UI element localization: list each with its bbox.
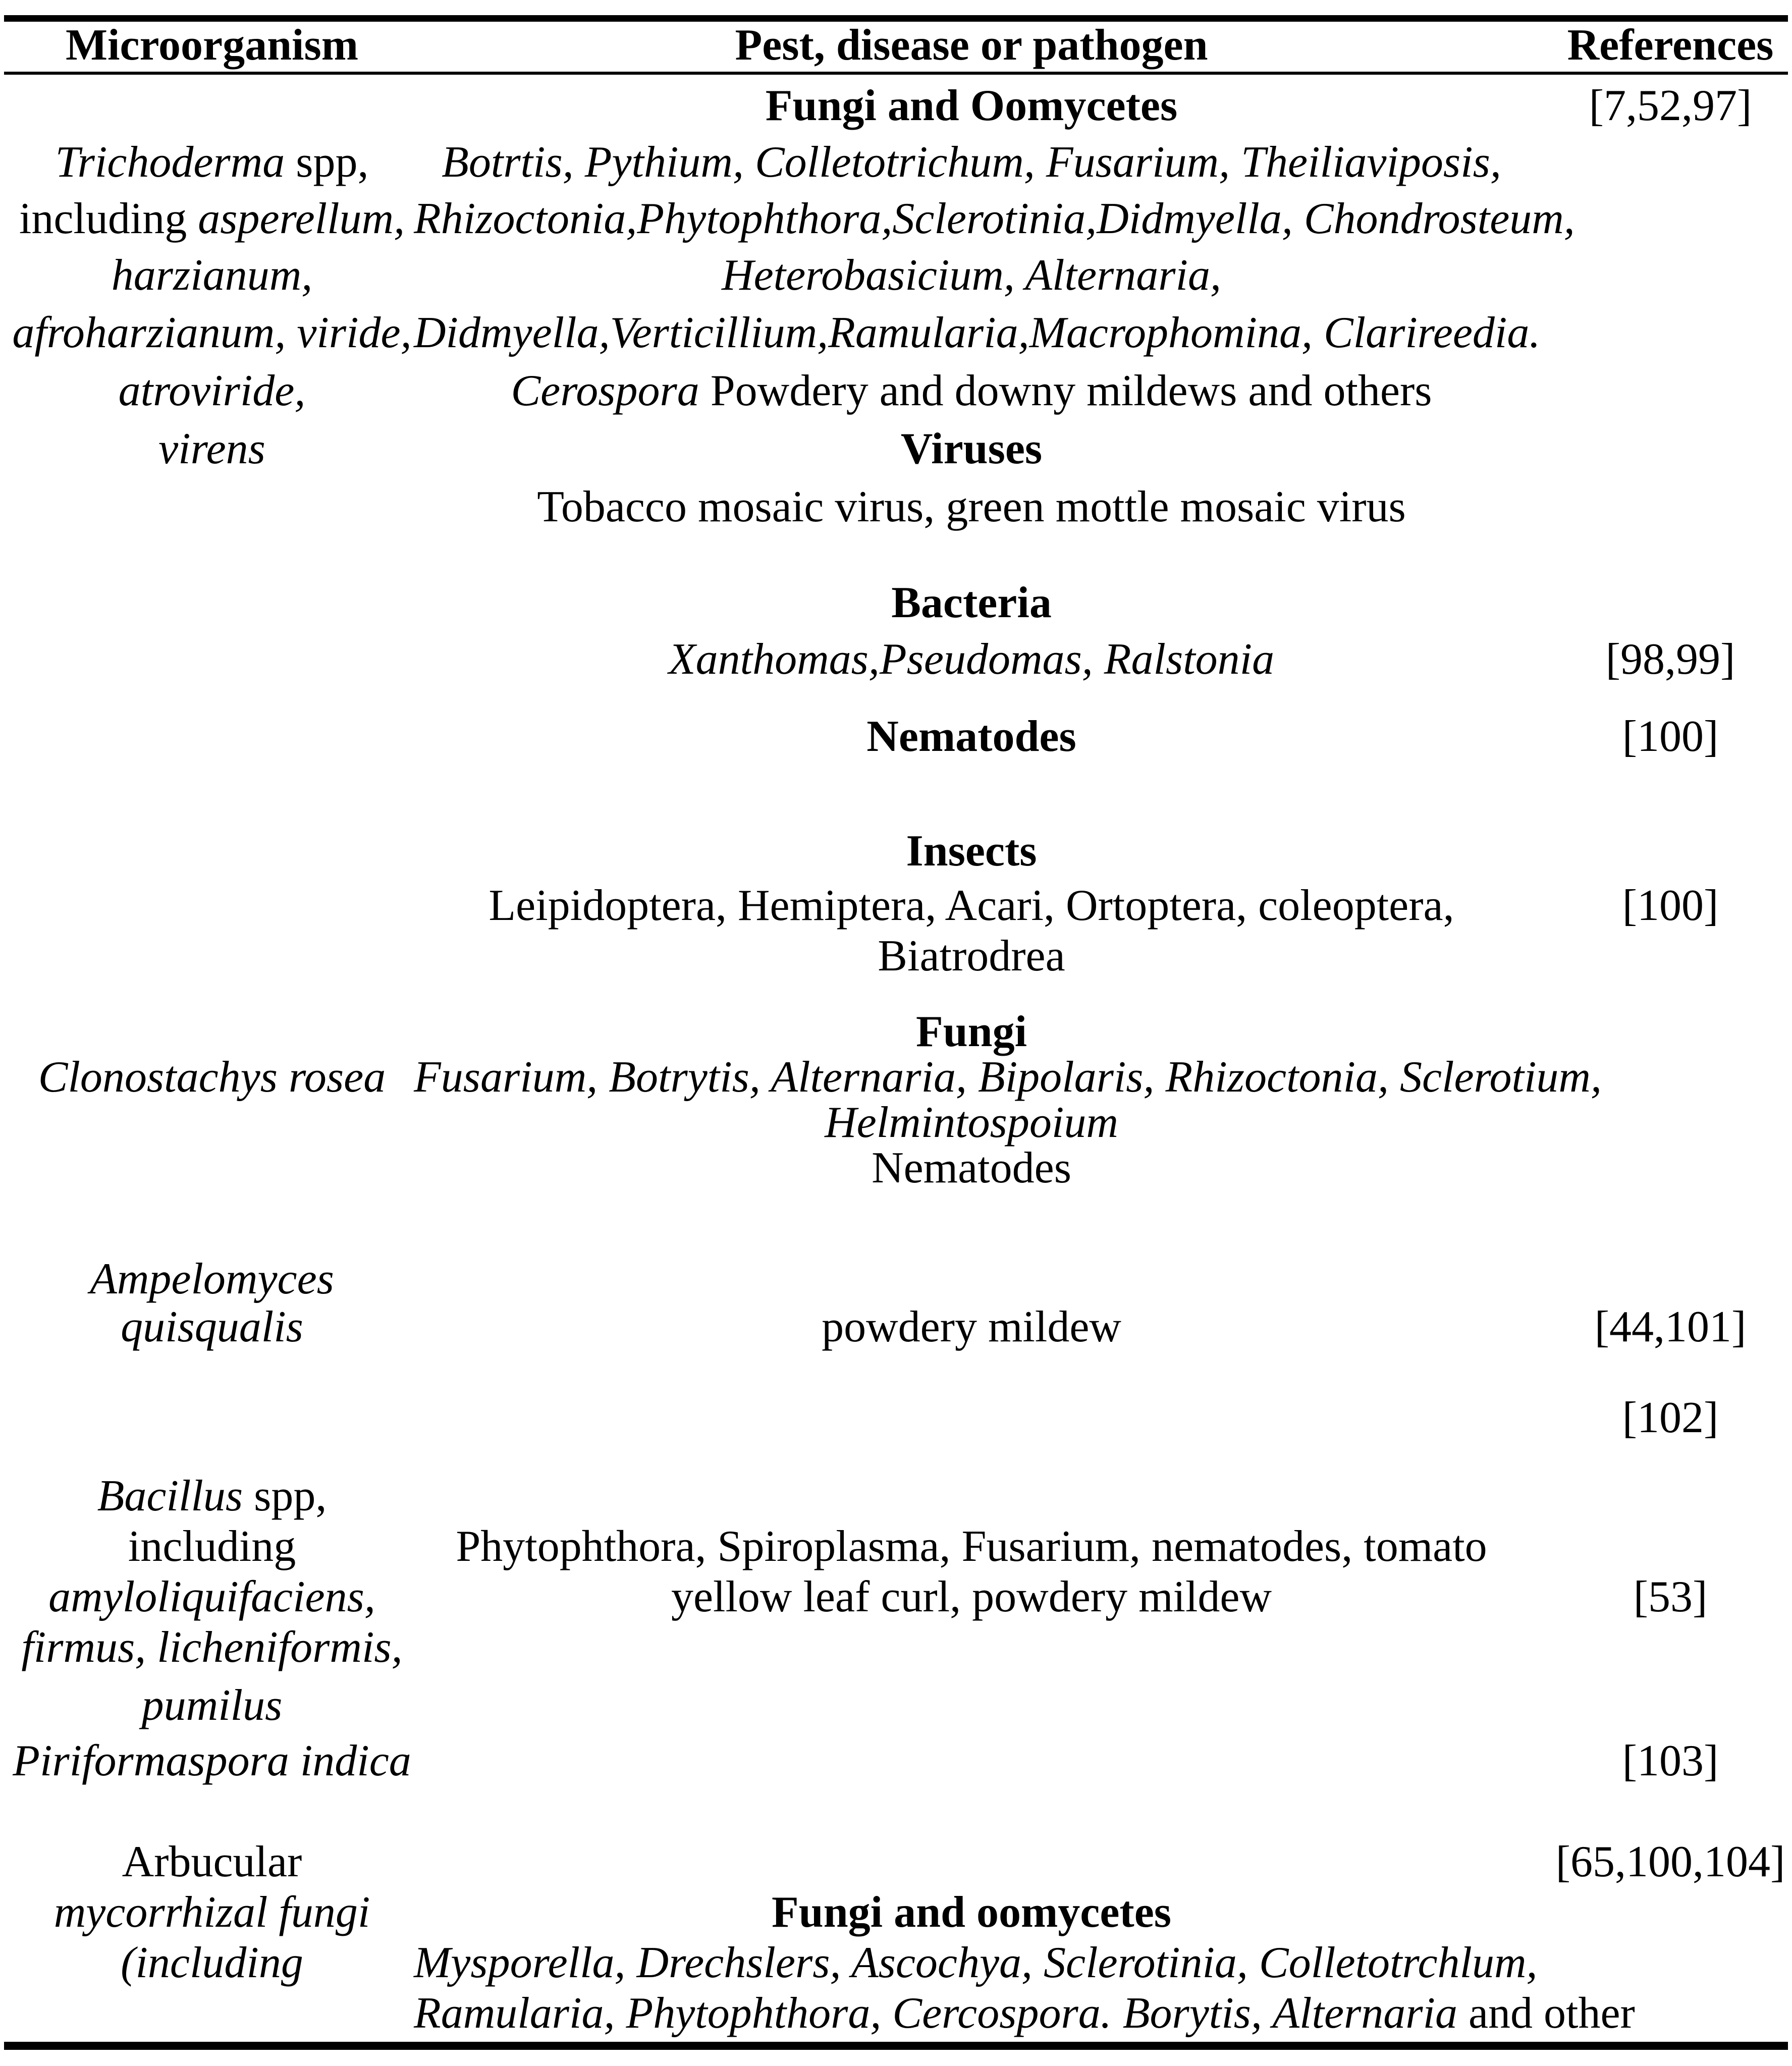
text-segment: Phytophthora, Spiroplasma, Fusarium, nematodes, tomato: [456, 1522, 1487, 1571]
cell-microorganism: [10, 1884, 414, 1941]
text-segment: asperellum,: [198, 194, 405, 243]
cell-pest-disease-or-pathogen: [414, 1985, 1635, 2042]
cell-pest-disease-or-pathogen: [414, 305, 1541, 361]
table-row: [0, 709, 1792, 765]
text-segment: [100]: [1622, 712, 1719, 761]
text-segment: yellow leaf curl, powdery mildew: [671, 1572, 1272, 1621]
text-segment: [7,52,97]: [1589, 81, 1752, 130]
text-segment: Powdery and downy mildews and others: [699, 366, 1432, 415]
text-segment: Xanthomas,Pseudomas, Ralstonia: [668, 635, 1275, 684]
table-header-rule: [4, 72, 1788, 75]
cell-references: [1554, 1733, 1786, 1789]
table-row: [0, 78, 1792, 134]
text-segment: (including: [121, 1938, 303, 1987]
text-segment: spp,: [285, 138, 369, 187]
cell-microorganism: [10, 363, 414, 419]
cell-microorganism: [10, 1677, 414, 1734]
cell-microorganism: [10, 1935, 414, 1991]
text-segment: Biatrodrea: [878, 932, 1065, 981]
table-row: [0, 878, 1792, 934]
text-segment: spp,: [243, 1472, 327, 1520]
cell-microorganism: [10, 247, 414, 304]
text-segment: including: [128, 1522, 296, 1571]
text-segment: Ramularia, Phytophthora, Cercospora. Borytis, Alternaria: [414, 1989, 1457, 2038]
cell-microorganism: [10, 1834, 414, 1890]
cell-references: [1554, 631, 1786, 688]
cell-microorganism: [10, 1733, 414, 1789]
text-segment: Didmyella,Verticillium,Ramularia,Macrophomina, Clarireedia.: [414, 308, 1541, 357]
text-segment: [103]: [1622, 1736, 1719, 1785]
cell-references: [1554, 1390, 1786, 1446]
cell-pest-disease-or-pathogen: [414, 191, 1575, 247]
cell-microorganism: [10, 421, 414, 477]
cell-references: [1554, 709, 1786, 765]
text-segment: including: [19, 194, 198, 243]
table-row: [0, 823, 1792, 880]
table-row: [0, 1884, 1792, 1941]
cell-references: [1554, 1569, 1786, 1625]
text-segment: [53]: [1633, 1572, 1708, 1621]
cell-references: [1554, 1834, 1786, 1890]
table-row: [0, 1468, 1792, 1525]
cell-pest-disease-or-pathogen: [414, 1518, 1529, 1575]
text-segment: Bacillus: [97, 1472, 243, 1520]
table-row: [0, 1140, 1792, 1197]
table-row: [0, 421, 1792, 477]
cell-microorganism: [10, 305, 414, 361]
table-row: [0, 305, 1792, 361]
table-row: [0, 1390, 1792, 1446]
text-segment: [98,99]: [1605, 635, 1735, 684]
text-segment: Fungi and Oomycetes: [765, 81, 1178, 130]
text-segment: Arbucular: [122, 1837, 302, 1886]
text-segment: virens: [158, 424, 265, 473]
text-segment: Bacteria: [891, 578, 1052, 627]
cell-microorganism: [10, 1569, 414, 1625]
table-row: [0, 247, 1792, 304]
text-segment: pumilus: [141, 1681, 283, 1730]
text-segment: Insects: [906, 827, 1037, 876]
cell-microorganism: [10, 1299, 414, 1355]
cell-pest-disease-or-pathogen: [414, 1884, 1529, 1941]
text-segment: Rhizoctonia,Phytophthora,Sclerotinia,Didmyella, Chondrosteum,: [414, 194, 1575, 243]
column-header-references: References: [1567, 21, 1774, 70]
cell-pest-disease-or-pathogen: [414, 631, 1529, 688]
text-segment: amyloliquifaciens,: [48, 1572, 375, 1621]
text-segment: Fungi and oomycetes: [772, 1888, 1171, 1937]
text-segment: Leipidoptera, Hemiptera, Acari, Ortoptera, coleoptera,: [488, 881, 1454, 930]
table-row: [0, 1518, 1792, 1575]
table-row: [0, 1619, 1792, 1676]
table-row: [0, 1677, 1792, 1734]
text-segment: [65,100,104]: [1555, 1837, 1785, 1886]
table-row: [0, 1985, 1792, 2042]
text-segment: Fusarium, Botrytis, Alternaria, Bipolaris, Rhizoctonia, Sclerotium,: [414, 1053, 1602, 1102]
text-segment: Viruses: [900, 424, 1043, 473]
table-bottom-rule: [4, 2042, 1788, 2050]
table-row: [0, 1299, 1792, 1355]
text-segment: afroharzianum, viride,: [12, 308, 412, 357]
cell-pest-disease-or-pathogen: [414, 421, 1529, 477]
text-segment: harzianum,: [111, 251, 313, 300]
text-segment: Mysporella, Drechslers, Ascochya, Sclerotinia, Colletotrchlum,: [414, 1938, 1538, 1987]
table-row: [0, 1834, 1792, 1890]
text-segment: Fungi: [915, 1007, 1027, 1056]
cell-references: [1554, 1299, 1786, 1355]
text-segment: Tobacco mosaic virus, green mottle mosaic virus: [537, 482, 1406, 531]
table-row: [0, 191, 1792, 247]
text-segment: powdery mildew: [822, 1302, 1121, 1351]
cell-microorganism: [10, 1468, 414, 1525]
text-segment: Clonostachys rosea: [38, 1053, 386, 1102]
column-header-microorganism: Microorganism: [65, 21, 359, 70]
table-row: [0, 479, 1792, 535]
cell-pest-disease-or-pathogen: [414, 134, 1529, 191]
cell-pest-disease-or-pathogen: [414, 1299, 1529, 1355]
text-segment: [102]: [1622, 1393, 1719, 1442]
cell-references: [1554, 878, 1786, 934]
table-row: [0, 134, 1792, 191]
text-segment: quisqualis: [121, 1302, 303, 1351]
cell-references: [1554, 78, 1786, 134]
table-row: [0, 575, 1792, 631]
text-segment: atroviride,: [118, 366, 306, 415]
cell-pest-disease-or-pathogen: [414, 878, 1529, 934]
column-header-pest-disease-or-pathogen: Pest, disease or pathogen: [735, 21, 1208, 70]
cell-microorganism: [10, 134, 414, 191]
text-segment: Trichoderma: [55, 138, 285, 187]
text-segment: Ampelomyces: [90, 1255, 334, 1303]
text-segment: Nematodes: [872, 1144, 1071, 1192]
cell-pest-disease-or-pathogen: [414, 1569, 1529, 1625]
text-segment: [100]: [1622, 881, 1719, 930]
text-segment: Botrtis, Pythium, Colletotrichum, Fusarium, Theiliaviposis,: [442, 138, 1501, 187]
text-segment: Nematodes: [866, 712, 1076, 761]
cell-pest-disease-or-pathogen: [414, 1935, 1538, 1991]
cell-microorganism: [10, 1518, 414, 1575]
cell-microorganism: [10, 1619, 414, 1676]
table-row: [0, 631, 1792, 688]
table-row: [0, 363, 1792, 419]
cell-pest-disease-or-pathogen: [414, 928, 1529, 985]
text-segment: Helmintospoium: [825, 1098, 1118, 1147]
text-segment: Heterobasicium, Alternaria,: [722, 251, 1221, 300]
table-row: [0, 1733, 1792, 1789]
text-segment: [44,101]: [1594, 1302, 1747, 1351]
cell-pest-disease-or-pathogen: [414, 575, 1529, 631]
text-segment: firmus, licheniformis,: [21, 1623, 403, 1672]
table-row: [0, 1935, 1792, 1991]
text-segment: Piriformaspora indica: [13, 1736, 411, 1785]
cell-microorganism: [10, 191, 414, 247]
table-row: [0, 928, 1792, 985]
cell-pest-disease-or-pathogen: [414, 709, 1529, 765]
cell-pest-disease-or-pathogen: [414, 479, 1529, 535]
text-segment: mycorrhizal fungi: [53, 1888, 370, 1937]
cell-pest-disease-or-pathogen: [414, 1140, 1529, 1197]
cell-pest-disease-or-pathogen: [414, 247, 1529, 304]
text-segment: and other: [1457, 1989, 1635, 2038]
text-segment: Cerospora: [511, 366, 699, 415]
table-row: [0, 1569, 1792, 1625]
cell-pest-disease-or-pathogen: [414, 78, 1529, 134]
cell-pest-disease-or-pathogen: [414, 363, 1529, 419]
cell-pest-disease-or-pathogen: [414, 823, 1529, 880]
